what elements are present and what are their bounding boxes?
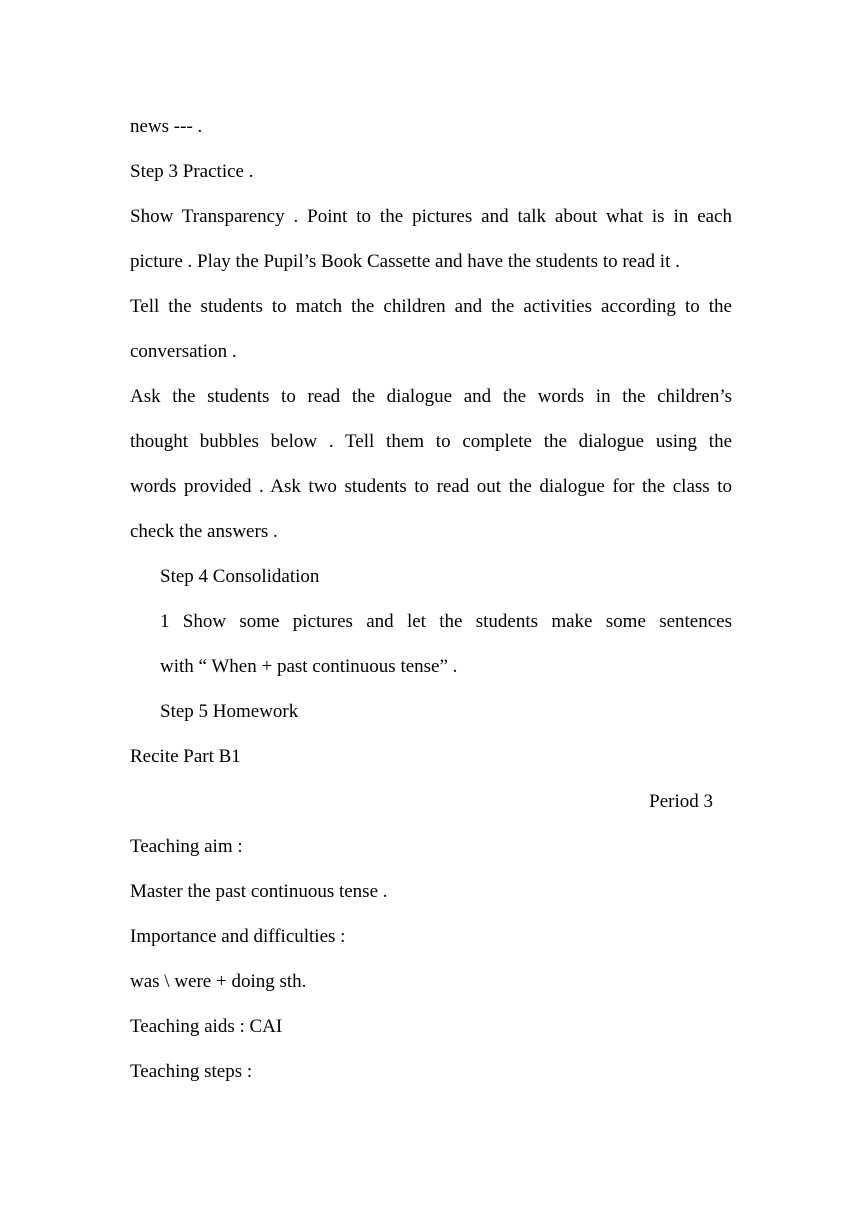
teaching-aids-label: Teaching aids : CAI: [130, 1016, 283, 1037]
paragraph-line: words provided . Ask two students to read out the dialogue for the class to: [130, 476, 732, 497]
importance-label: Importance and difficulties :: [130, 926, 346, 947]
teaching-aim-label: Teaching aim :: [130, 836, 243, 857]
paragraph-line: thought bubbles below . Tell them to complete the dialogue using the: [130, 431, 732, 452]
paragraph-line: Show Transparency . Point to the pictures and talk about what is in each: [130, 206, 732, 227]
paragraph-line: was \ were + doing sth.: [130, 971, 307, 992]
paragraph-line: Tell the students to match the children and the activities according to the: [130, 296, 732, 317]
paragraph-line: picture . Play the Pupil’s Book Cassette and have the students to read it .: [130, 251, 680, 272]
step-5-heading: Step 5 Homework: [160, 701, 299, 722]
paragraph-line: Recite Part B1: [130, 746, 241, 767]
period-heading: Period 3: [649, 791, 713, 812]
paragraph-line: with “ When + past continuous tense” .: [160, 656, 458, 677]
paragraph-line: 1 Show some pictures and let the students make some sentences: [160, 611, 732, 632]
text-line-news: news --- .: [130, 116, 203, 137]
teaching-steps-label: Teaching steps :: [130, 1061, 253, 1082]
paragraph-line: conversation .: [130, 341, 237, 362]
paragraph-line: Master the past continuous tense .: [130, 881, 388, 902]
step-3-heading: Step 3 Practice .: [130, 161, 254, 182]
paragraph-line: check the answers .: [130, 521, 278, 542]
paragraph-line: Ask the students to read the dialogue and the words in the children’s: [130, 386, 732, 407]
step-4-heading: Step 4 Consolidation: [160, 566, 320, 587]
